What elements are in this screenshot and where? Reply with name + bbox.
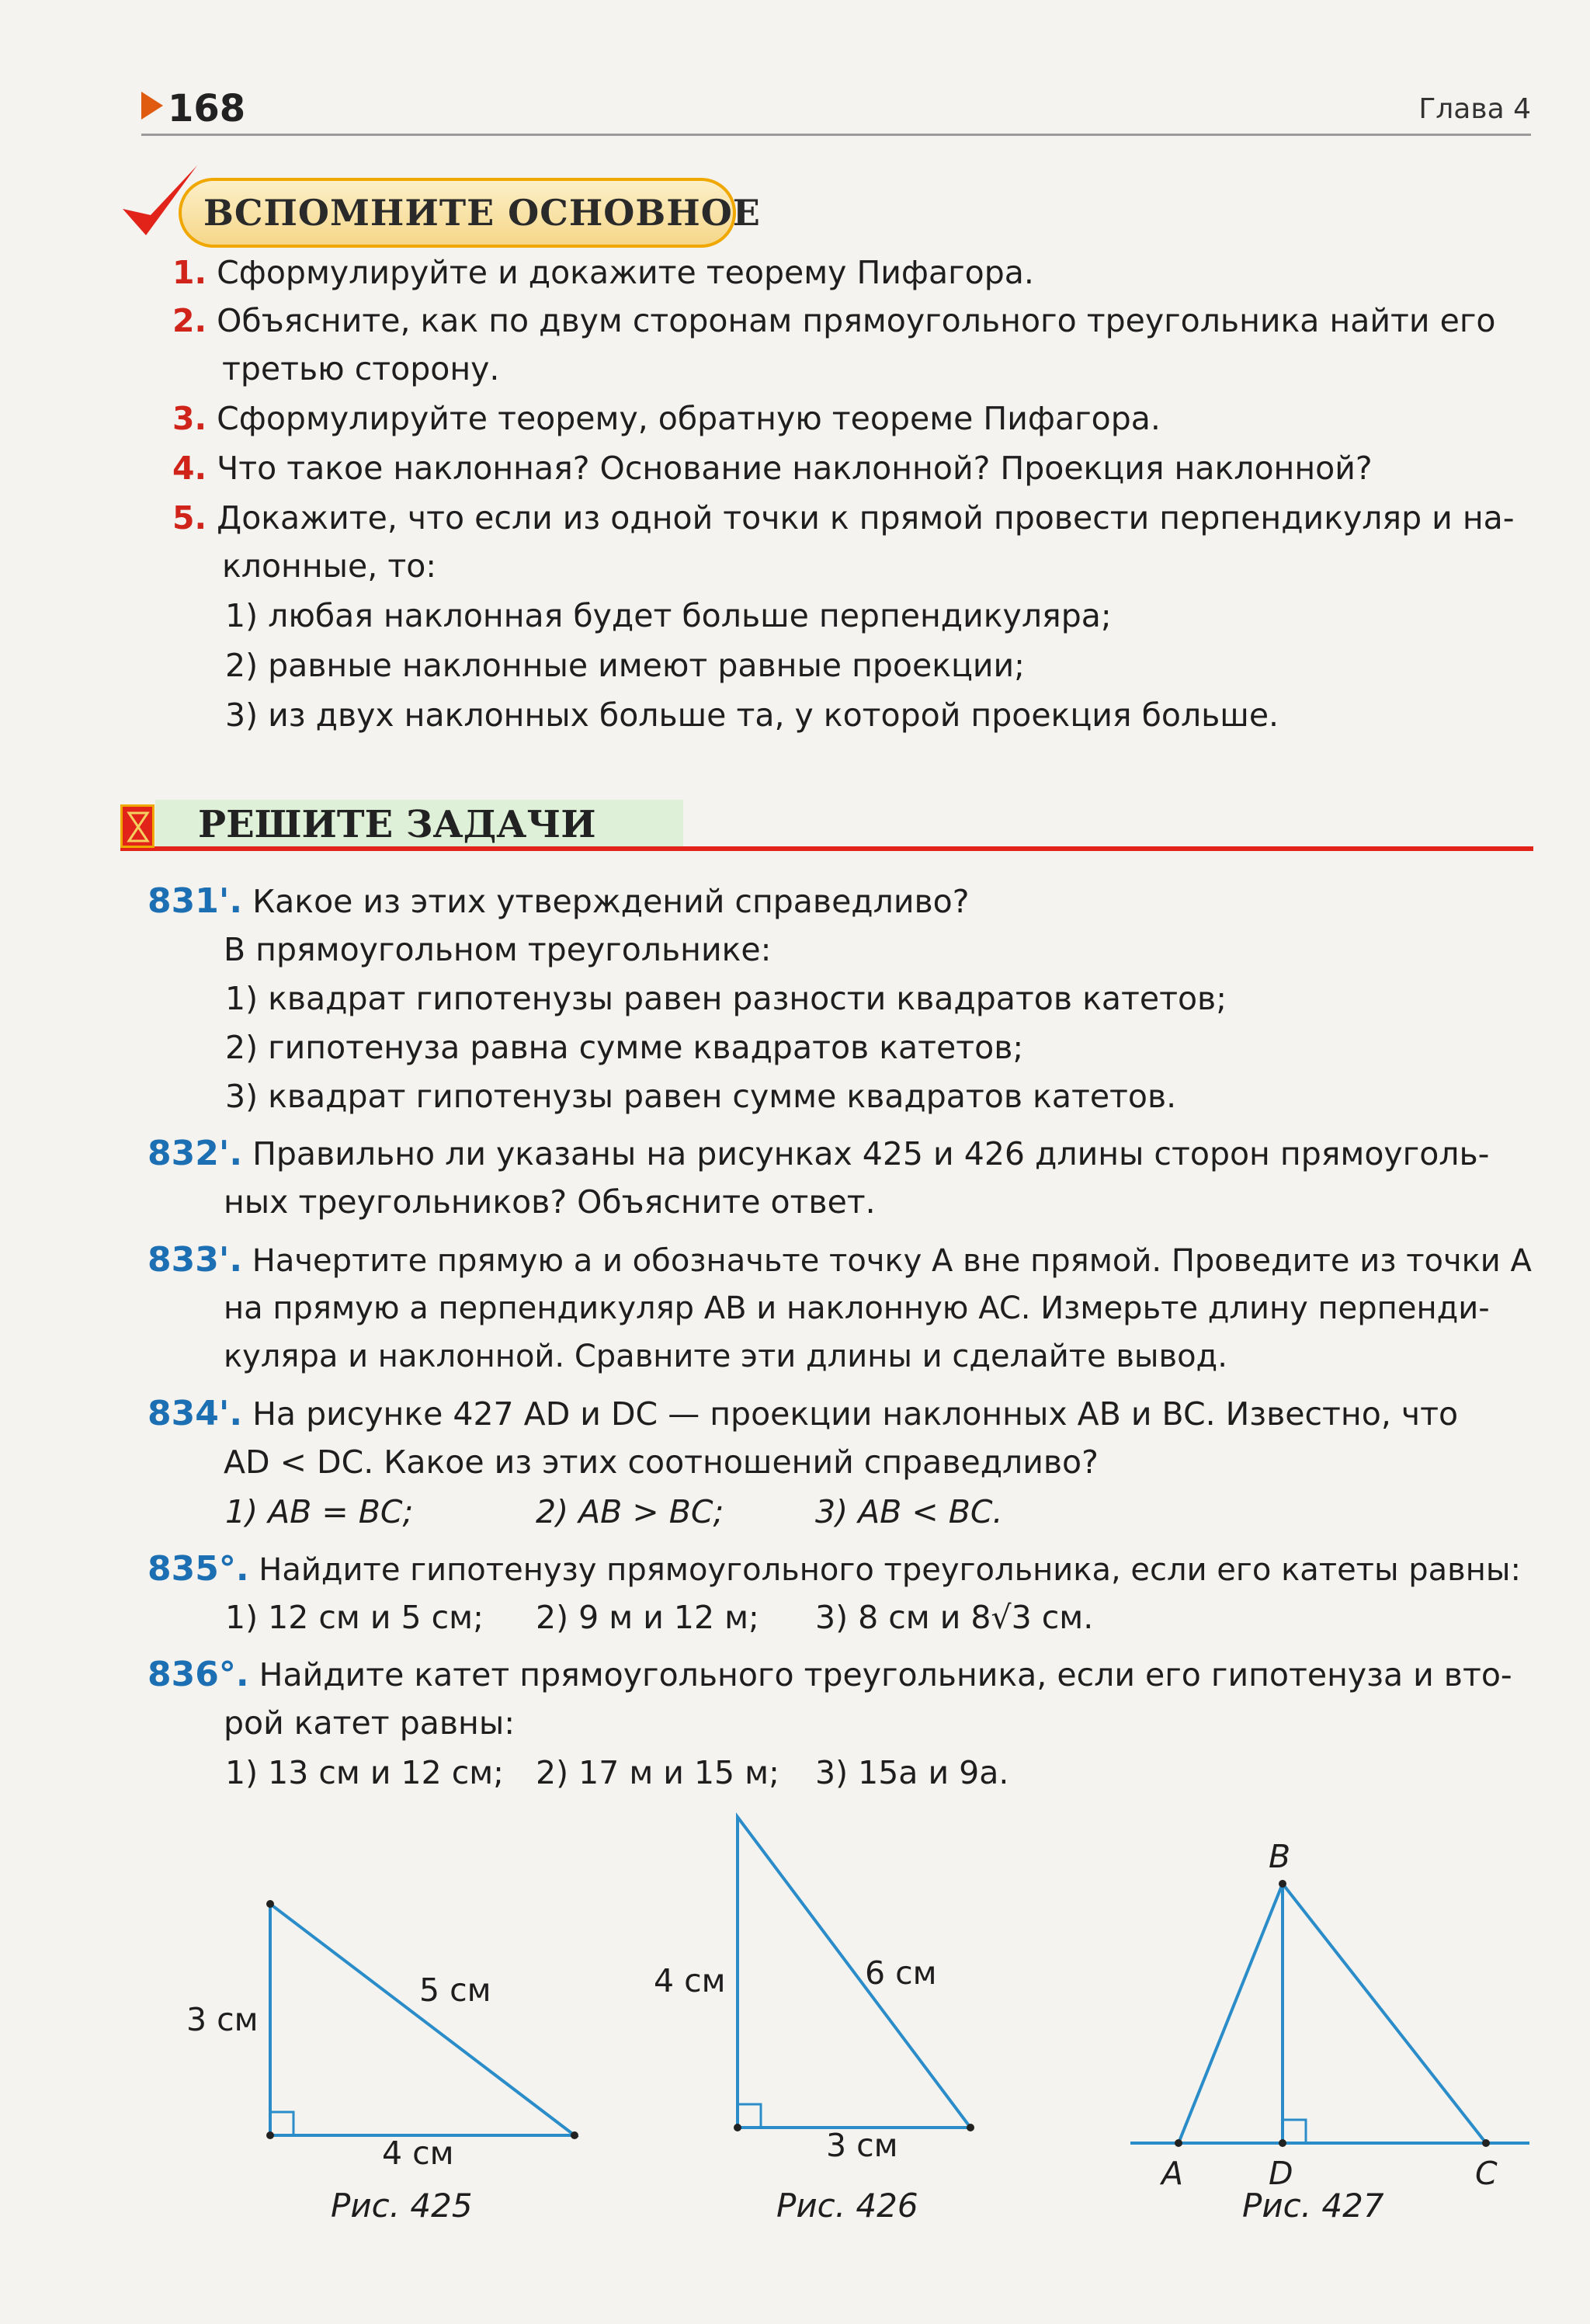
task-number: 831'.	[148, 881, 243, 921]
sub-item: 3) из двух наклонных больше та, у которой проекция больше.	[225, 697, 1279, 734]
option: 2) гипотенуза равна сумме квадратов катетов;	[225, 1029, 1024, 1066]
triangle-marker-icon	[141, 92, 163, 120]
chapter-label: Глава 4	[1418, 93, 1531, 125]
solve-title: РЕШИТЕ ЗАДАЧИ	[198, 803, 596, 846]
page-header	[141, 87, 1531, 136]
task-number: 836°.	[148, 1655, 249, 1694]
label-A: A	[1161, 2155, 1184, 2192]
list-item: 4. Что такое наклонная? Основание наклонной? Проекция наклонной?	[172, 450, 1373, 487]
list-item: 1. Сформулируйте и докажите теорему Пифагора.	[172, 254, 1034, 291]
list-item: 3. Сформулируйте теорему, обратную теореме Пифагора.	[172, 400, 1161, 437]
option: 3) 8 см и 8√3 см.	[815, 1599, 1094, 1636]
figure-425	[171, 1879, 606, 2236]
option: 1) AB = BC;	[225, 1493, 414, 1530]
caption: Рис. 426	[776, 2187, 918, 2225]
list-item-cont: третью сторону.	[222, 350, 500, 387]
label-D: D	[1269, 2155, 1293, 2192]
solve-rule	[120, 846, 1533, 851]
option: 3) 15a и 9a.	[815, 1754, 1009, 1791]
option: 1) 13 см и 12 см;	[225, 1754, 504, 1791]
caption: Рис. 427	[1242, 2187, 1384, 2225]
option: 2) 17 м и 15 м;	[536, 1754, 779, 1791]
option: 1) 12 см и 5 см;	[225, 1599, 484, 1636]
page-number: 168	[141, 87, 245, 130]
solve-heading	[120, 800, 1533, 854]
triangle-426	[637, 1801, 1040, 2236]
label-leg-b: 3 см	[826, 2127, 898, 2164]
label-hypotenuse: 5 см	[419, 1971, 491, 2009]
checkmark-icon	[116, 161, 202, 246]
task-number: 833'.	[148, 1240, 243, 1280]
list-item: 5. Докажите, что если из одной точки к прямой провести перпендикуляр и на-	[172, 499, 1515, 537]
option: 2) 9 м и 12 м;	[536, 1599, 759, 1636]
label-leg-b: 4 см	[382, 2135, 454, 2172]
figure-427	[1118, 1832, 1553, 2236]
sub-item: 1) любая наклонная будет больше перпендикуляра;	[225, 597, 1112, 634]
sub-item: 2) равные наклонные имеют равные проекции;	[225, 647, 1025, 684]
label-C: C	[1475, 2155, 1498, 2192]
option: 2) AB > BC;	[536, 1493, 724, 1530]
option: 3) квадрат гипотенузы равен сумме квадратов катетов.	[225, 1078, 1177, 1115]
list-item-cont: клонные, то:	[222, 547, 437, 585]
label-leg-a: 4 см	[654, 1962, 726, 1999]
caption: Рис. 425	[331, 2187, 473, 2225]
label-leg-a: 3 см	[186, 2001, 259, 2038]
figure-426	[637, 1801, 1040, 2236]
label-hypotenuse: 6 см	[865, 1954, 937, 1992]
task-number: 835°.	[148, 1549, 249, 1589]
list-item: 2. Объясните, как по двум сторонам прямоугольного треугольника найти его	[172, 302, 1496, 339]
option: 1) квадрат гипотенузы равен разности квадратов катетов;	[225, 980, 1227, 1017]
label-B: B	[1269, 1838, 1291, 1875]
hourglass-icon	[120, 804, 154, 848]
remember-pill: ВСПОМНИТЕ ОСНОВНОЕ	[179, 178, 736, 248]
task-number: 832'.	[148, 1134, 243, 1173]
option: 3) AB < BC.	[815, 1493, 1003, 1530]
task-number: 834'.	[148, 1394, 243, 1433]
